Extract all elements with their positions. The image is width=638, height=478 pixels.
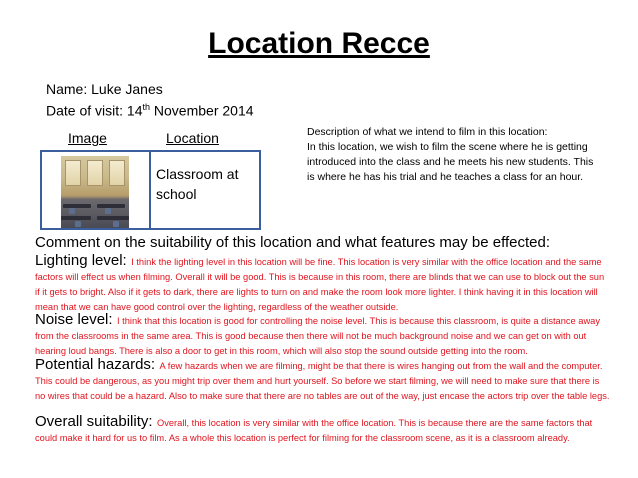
visit-date-ordinal: th	[142, 102, 151, 112]
visit-date	[46, 98, 254, 120]
noise-text: I think that this location is good for controlling the noise level. This is because this classroom, is quite a distance away from the classrooms in the same area. This is good because then there will not be much background noise and we can get on with out hearing loud bangs. There is also a door to get in this room, which will also stop the sound outside getting into the room.	[35, 316, 601, 356]
hazards-text: A few hazards when we are filming, might be that there is wires hanging out from the wall and the computer. This could be dangerous, as you might trip over them and hurt yourself. So before we start filming, we will need to make sure that there is no wires that could be a hazard. Also to make sure that there are no tables are out of the way, just encase the actors trip over the table legs.	[35, 361, 610, 401]
description-heading: Description of what we intend to film in this location:	[307, 126, 548, 138]
page-title: Location Recce	[208, 27, 430, 60]
visit-meta	[46, 80, 254, 120]
film-description	[307, 125, 597, 185]
image-column-header: Image	[68, 130, 107, 146]
hazards-label: Potential hazards:	[35, 356, 156, 373]
description-body: In this location, we wish to film the scene where he is getting introduced into the class and he meets his new students. This is where he has his trial and he teaches a class for an hour.	[307, 141, 594, 183]
location-column-header: Location	[166, 130, 219, 146]
location-table	[40, 150, 261, 230]
classroom-photo	[61, 156, 129, 228]
image-cell	[42, 152, 151, 228]
noise-section	[35, 313, 610, 358]
overall-text: Overall, this location is very similar with the office location. This is because there are the same factors that could make it hard for us to film. As a whole this location is perfect for filming for the classroom scene, as it is a classroom already.	[35, 418, 593, 443]
hazards-section	[35, 358, 610, 403]
author-name: Name: Luke Janes	[46, 81, 163, 97]
overall-section	[35, 415, 610, 445]
overall-label: Overall suitability:	[35, 413, 153, 430]
noise-label: Noise level:	[35, 311, 113, 328]
lighting-section	[35, 254, 610, 314]
visit-date-prefix: Date of visit: 14	[46, 102, 143, 119]
location-cell: Classroom at school	[156, 166, 239, 202]
lighting-label: Lighting level:	[35, 252, 127, 269]
lighting-text: I think the lighting level in this location will be fine. This location is very similar with the office location and the same factors will effect us when filming. Overall it will be good. This is because in this room, there are blinds that we can use to block out the sun if it gets to bright. Also if it gets to dark, there are lights to turn on and make the room look more lighter. I think having it in this location will mean that we can have good control over the lighting, regardless of the weather outside.	[35, 257, 605, 312]
visit-date-suffix: November 2014	[150, 102, 254, 119]
comment-heading: Comment on the suitability of this location and what features may be effected:	[35, 234, 551, 251]
